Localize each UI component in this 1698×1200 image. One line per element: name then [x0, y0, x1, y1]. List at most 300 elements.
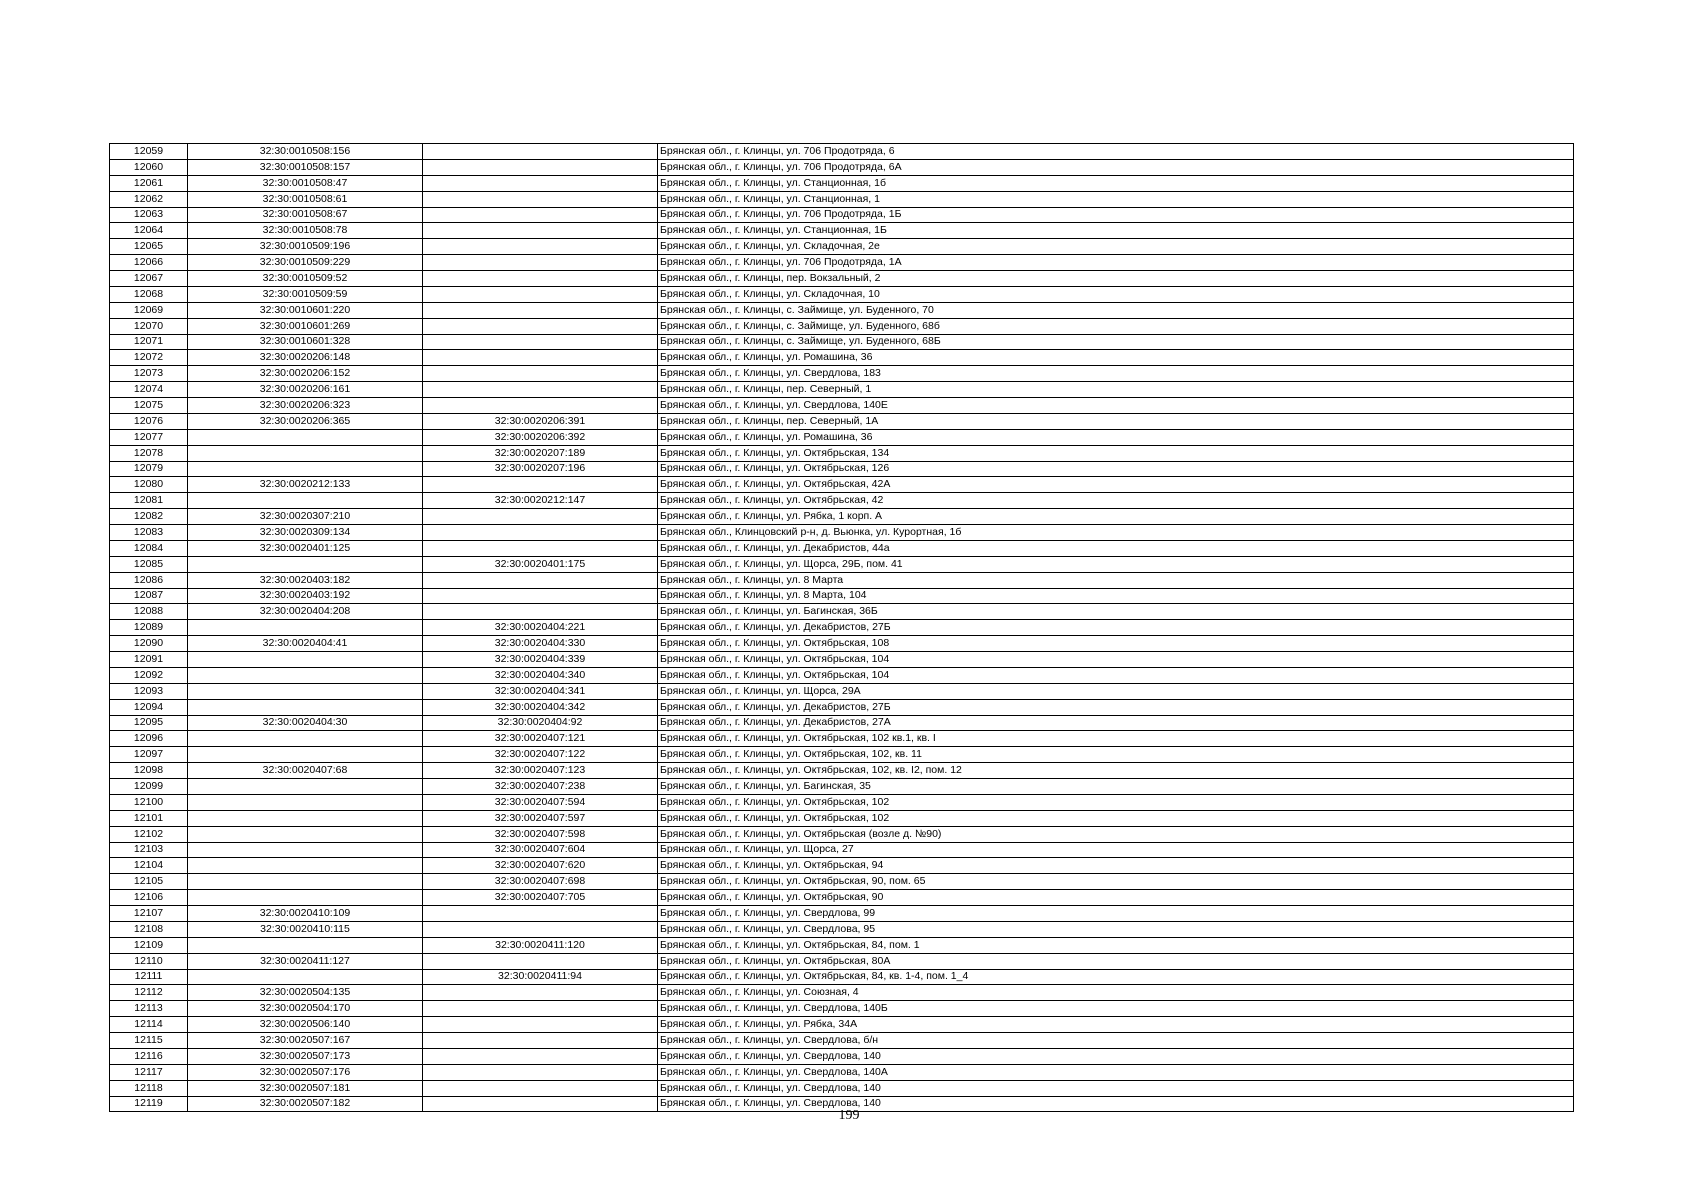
related-cadastral-number-cell: 32:30:0020401:175 — [423, 556, 658, 572]
table-row — [110, 921, 1574, 937]
row-number-cell: 12106 — [110, 890, 188, 906]
table-row — [110, 191, 1574, 207]
row-number-cell: 12114 — [110, 1017, 188, 1033]
cadastral-number-cell — [188, 556, 423, 572]
address-cell: Брянская обл., г. Клинцы, ул. Октябрьская, 108 — [658, 636, 1574, 652]
table-row — [110, 572, 1574, 588]
table-row — [110, 1080, 1574, 1096]
row-number-cell: 12103 — [110, 842, 188, 858]
related-cadastral-number-cell: 32:30:0020404:221 — [423, 620, 658, 636]
cadastral-number-cell: 32:30:0020206:323 — [188, 398, 423, 414]
address-cell: Брянская обл., г. Клинцы, ул. Октябрьская, 80А — [658, 953, 1574, 969]
row-number-cell: 12107 — [110, 906, 188, 922]
address-cell: Брянская обл., г. Клинцы, ул. Складочная, 10 — [658, 286, 1574, 302]
cadastral-number-cell: 32:30:0020507:173 — [188, 1048, 423, 1064]
cadastral-number-cell: 32:30:0010601:328 — [188, 334, 423, 350]
related-cadastral-number-cell: 32:30:0020407:705 — [423, 890, 658, 906]
table-row — [110, 794, 1574, 810]
table-row — [110, 239, 1574, 255]
cadastral-number-cell — [188, 810, 423, 826]
related-cadastral-number-cell — [423, 588, 658, 604]
table-row — [110, 1064, 1574, 1080]
table-row — [110, 906, 1574, 922]
related-cadastral-number-cell — [423, 398, 658, 414]
row-number-cell: 12066 — [110, 255, 188, 271]
related-cadastral-number-cell — [423, 1048, 658, 1064]
cadastral-number-cell: 32:30:0020504:170 — [188, 1001, 423, 1017]
address-cell: Брянская обл., г. Клинцы, ул. Ромашина, 36 — [658, 350, 1574, 366]
cadastral-number-cell — [188, 874, 423, 890]
row-number-cell: 12096 — [110, 731, 188, 747]
address-cell: Брянская обл., г. Клинцы, ул. Свердлова, 99 — [658, 906, 1574, 922]
address-cell: Брянская обл., г. Клинцы, ул. Щорса, 27 — [658, 842, 1574, 858]
table-row — [110, 731, 1574, 747]
table-row — [110, 461, 1574, 477]
related-cadastral-number-cell — [423, 572, 658, 588]
row-number-cell: 12102 — [110, 826, 188, 842]
related-cadastral-number-cell: 32:30:0020207:196 — [423, 461, 658, 477]
table-row — [110, 398, 1574, 414]
row-number-cell: 12082 — [110, 509, 188, 525]
address-cell: Брянская обл., г. Клинцы, с. Займище, ул. Буденного, 70 — [658, 302, 1574, 318]
address-cell: Брянская обл., г. Клинцы, ул. 706 Продотряда, 6А — [658, 159, 1574, 175]
related-cadastral-number-cell — [423, 921, 658, 937]
address-cell: Брянская обл., г. Клинцы, ул. 706 Продотряда, 1А — [658, 255, 1574, 271]
row-number-cell: 12078 — [110, 445, 188, 461]
related-cadastral-number-cell — [423, 255, 658, 271]
address-cell: Брянская обл., г. Клинцы, ул. Рябка, 34А — [658, 1017, 1574, 1033]
related-cadastral-number-cell — [423, 207, 658, 223]
table-row — [110, 763, 1574, 779]
table-row — [110, 429, 1574, 445]
table-row — [110, 953, 1574, 969]
address-cell: Брянская обл., г. Клинцы, ул. Свердлова, 95 — [658, 921, 1574, 937]
row-number-cell: 12062 — [110, 191, 188, 207]
cadastral-number-cell — [188, 937, 423, 953]
related-cadastral-number-cell — [423, 1001, 658, 1017]
address-cell: Брянская обл., г. Клинцы, ул. Октябрьская, 90 — [658, 890, 1574, 906]
cadastral-number-cell — [188, 652, 423, 668]
row-number-cell: 12116 — [110, 1048, 188, 1064]
row-number-cell: 12094 — [110, 699, 188, 715]
table-row — [110, 985, 1574, 1001]
related-cadastral-number-cell — [423, 318, 658, 334]
address-cell: Брянская обл., г. Клинцы, ул. Октябрьская, 84, пом. 1 — [658, 937, 1574, 953]
cadastral-number-cell: 32:30:0010601:220 — [188, 302, 423, 318]
table-row — [110, 842, 1574, 858]
address-cell: Брянская обл., г. Клинцы, ул. Щорса, 29Б, пом. 41 — [658, 556, 1574, 572]
cadastral-number-cell: 32:30:0020206:148 — [188, 350, 423, 366]
row-number-cell: 12072 — [110, 350, 188, 366]
related-cadastral-number-cell: 32:30:0020404:330 — [423, 636, 658, 652]
address-cell: Брянская обл., г. Клинцы, ул. 706 Продотряда, 1Б — [658, 207, 1574, 223]
row-number-cell: 12077 — [110, 429, 188, 445]
related-cadastral-number-cell: 32:30:0020404:339 — [423, 652, 658, 668]
table-row — [110, 810, 1574, 826]
table-row — [110, 318, 1574, 334]
related-cadastral-number-cell — [423, 302, 658, 318]
row-number-cell: 12097 — [110, 747, 188, 763]
address-cell: Брянская обл., г. Клинцы, пер. Северный, 1 — [658, 382, 1574, 398]
cadastral-number-cell: 32:30:0020309:134 — [188, 525, 423, 541]
cadastral-number-cell: 32:30:0010509:196 — [188, 239, 423, 255]
related-cadastral-number-cell: 32:30:0020206:391 — [423, 413, 658, 429]
row-number-cell: 12075 — [110, 398, 188, 414]
cadastral-number-cell — [188, 858, 423, 874]
table-row — [110, 477, 1574, 493]
row-number-cell: 12095 — [110, 715, 188, 731]
row-number-cell: 12090 — [110, 636, 188, 652]
address-cell: Брянская обл., г. Клинцы, ул. Октябрьская, 84, кв. 1-4, пом. 1_4 — [658, 969, 1574, 985]
table-row — [110, 890, 1574, 906]
related-cadastral-number-cell: 32:30:0020407:123 — [423, 763, 658, 779]
table-row — [110, 382, 1574, 398]
related-cadastral-number-cell — [423, 953, 658, 969]
row-number-cell: 12105 — [110, 874, 188, 890]
table-row — [110, 969, 1574, 985]
table-row — [110, 540, 1574, 556]
address-cell: Брянская обл., г. Клинцы, ул. Октябрьская, 102, кв. 11 — [658, 747, 1574, 763]
row-number-cell: 12099 — [110, 779, 188, 795]
row-number-cell: 12063 — [110, 207, 188, 223]
cadastral-number-cell — [188, 747, 423, 763]
cadastral-number-cell — [188, 794, 423, 810]
cadastral-number-cell: 32:30:0020206:365 — [188, 413, 423, 429]
cadastral-number-cell — [188, 683, 423, 699]
cadastral-number-cell: 32:30:0020401:125 — [188, 540, 423, 556]
row-number-cell: 12110 — [110, 953, 188, 969]
related-cadastral-number-cell: 32:30:0020404:341 — [423, 683, 658, 699]
related-cadastral-number-cell: 32:30:0020404:340 — [423, 667, 658, 683]
table-row — [110, 286, 1574, 302]
row-number-cell: 12109 — [110, 937, 188, 953]
cadastral-number-cell: 32:30:0020404:30 — [188, 715, 423, 731]
table-row — [110, 223, 1574, 239]
row-number-cell: 12112 — [110, 985, 188, 1001]
related-cadastral-number-cell — [423, 144, 658, 160]
row-number-cell: 12060 — [110, 159, 188, 175]
cadastral-number-cell — [188, 779, 423, 795]
address-cell: Брянская обл., г. Клинцы, ул. Станционная, 1Б — [658, 223, 1574, 239]
row-number-cell: 12070 — [110, 318, 188, 334]
cadastral-number-cell: 32:30:0020403:192 — [188, 588, 423, 604]
address-cell: Брянская обл., г. Клинцы, с. Займище, ул. Буденного, 68Б — [658, 334, 1574, 350]
cadastral-number-cell: 32:30:0020206:161 — [188, 382, 423, 398]
address-cell: Брянская обл., г. Клинцы, ул. Багинская, 35 — [658, 779, 1574, 795]
address-cell: Брянская обл., г. Клинцы, ул. Станционная, 1 — [658, 191, 1574, 207]
table-row — [110, 159, 1574, 175]
row-number-cell: 12111 — [110, 969, 188, 985]
address-cell: Брянская обл., г. Клинцы, ул. Октябрьская, 102, кв. I2, пом. 12 — [658, 763, 1574, 779]
address-cell: Брянская обл., г. Клинцы, ул. Октябрьская (возле д. №90) — [658, 826, 1574, 842]
table-row — [110, 413, 1574, 429]
related-cadastral-number-cell — [423, 159, 658, 175]
row-number-cell: 12086 — [110, 572, 188, 588]
address-cell: Брянская обл., г. Клинцы, ул. Свердлова, 140Е — [658, 398, 1574, 414]
table-row — [110, 779, 1574, 795]
related-cadastral-number-cell: 32:30:0020404:342 — [423, 699, 658, 715]
table-row — [110, 636, 1574, 652]
related-cadastral-number-cell — [423, 906, 658, 922]
related-cadastral-number-cell — [423, 271, 658, 287]
row-number-cell: 12064 — [110, 223, 188, 239]
address-cell: Брянская обл., г. Клинцы, ул. Декабристов, 44а — [658, 540, 1574, 556]
cadastral-number-cell: 32:30:0020410:115 — [188, 921, 423, 937]
address-cell: Брянская обл., г. Клинцы, ул. Союзная, 4 — [658, 985, 1574, 1001]
related-cadastral-number-cell: 32:30:0020407:598 — [423, 826, 658, 842]
cadastral-number-cell: 32:30:0020506:140 — [188, 1017, 423, 1033]
row-number-cell: 12100 — [110, 794, 188, 810]
address-cell: Брянская обл., г. Клинцы, ул. Свердлова, б/н — [658, 1033, 1574, 1049]
address-cell: Брянская обл., г. Клинцы, пер. Северный, 1А — [658, 413, 1574, 429]
table-row — [110, 1048, 1574, 1064]
address-cell: Брянская обл., г. Клинцы, ул. 8 Марта — [658, 572, 1574, 588]
row-number-cell: 12104 — [110, 858, 188, 874]
address-cell: Брянская обл., г. Клинцы, ул. Декабристов, 27Б — [658, 620, 1574, 636]
row-number-cell: 12087 — [110, 588, 188, 604]
table-row — [110, 588, 1574, 604]
related-cadastral-number-cell — [423, 286, 658, 302]
row-number-cell: 12119 — [110, 1096, 188, 1112]
cadastral-number-cell — [188, 461, 423, 477]
cadastral-number-cell: 32:30:0020212:133 — [188, 477, 423, 493]
cadastral-number-cell — [188, 731, 423, 747]
table-row — [110, 144, 1574, 160]
related-cadastral-number-cell: 32:30:0020206:392 — [423, 429, 658, 445]
related-cadastral-number-cell — [423, 1017, 658, 1033]
address-cell: Брянская обл., г. Клинцы, ул. Октябрьская, 102 — [658, 810, 1574, 826]
related-cadastral-number-cell: 32:30:0020407:122 — [423, 747, 658, 763]
cadastral-number-cell: 32:30:0010508:47 — [188, 175, 423, 191]
related-cadastral-number-cell: 32:30:0020407:594 — [423, 794, 658, 810]
row-number-cell: 12101 — [110, 810, 188, 826]
address-cell: Брянская обл., г. Клинцы, ул. Декабристов, 27Б — [658, 699, 1574, 715]
cadastral-number-cell: 32:30:0020404:208 — [188, 604, 423, 620]
row-number-cell: 12108 — [110, 921, 188, 937]
cadastral-number-cell — [188, 890, 423, 906]
row-number-cell: 12068 — [110, 286, 188, 302]
row-number-cell: 12091 — [110, 652, 188, 668]
row-number-cell: 12067 — [110, 271, 188, 287]
address-cell: Брянская обл., г. Клинцы, ул. Складочная, 2е — [658, 239, 1574, 255]
cadastral-number-cell: 32:30:0020403:182 — [188, 572, 423, 588]
related-cadastral-number-cell — [423, 477, 658, 493]
row-number-cell: 12059 — [110, 144, 188, 160]
cadastral-number-cell — [188, 969, 423, 985]
related-cadastral-number-cell: 32:30:0020407:121 — [423, 731, 658, 747]
table-row — [110, 683, 1574, 699]
row-number-cell: 12085 — [110, 556, 188, 572]
cadastral-number-cell — [188, 667, 423, 683]
table-row — [110, 556, 1574, 572]
address-cell: Брянская обл., г. Клинцы, с. Займище, ул. Буденного, 68б — [658, 318, 1574, 334]
address-cell: Брянская обл., г. Клинцы, ул. Щорса, 29А — [658, 683, 1574, 699]
row-number-cell: 12117 — [110, 1064, 188, 1080]
related-cadastral-number-cell: 32:30:0020207:189 — [423, 445, 658, 461]
cadastral-number-cell — [188, 429, 423, 445]
address-cell: Брянская обл., г. Клинцы, пер. Вокзальный, 2 — [658, 271, 1574, 287]
related-cadastral-number-cell — [423, 1064, 658, 1080]
table-row — [110, 350, 1574, 366]
address-cell: Брянская обл., г. Клинцы, ул. 8 Марта, 104 — [658, 588, 1574, 604]
related-cadastral-number-cell: 32:30:0020212:147 — [423, 493, 658, 509]
related-cadastral-number-cell — [423, 540, 658, 556]
address-cell: Брянская обл., г. Клинцы, ул. Октябрьская, 102 — [658, 794, 1574, 810]
address-cell: Брянская обл., г. Клинцы, ул. Октябрьская, 94 — [658, 858, 1574, 874]
address-cell: Брянская обл., г. Клинцы, ул. Свердлова, 140 — [658, 1048, 1574, 1064]
table-row — [110, 175, 1574, 191]
registry-table — [109, 143, 1574, 1112]
table-row — [110, 747, 1574, 763]
table-row — [110, 525, 1574, 541]
table-row — [110, 1033, 1574, 1049]
row-number-cell: 12080 — [110, 477, 188, 493]
cadastral-number-cell: 32:30:0010508:61 — [188, 191, 423, 207]
address-cell: Брянская обл., г. Клинцы, ул. Свердлова, 140 — [658, 1096, 1574, 1112]
related-cadastral-number-cell: 32:30:0020411:94 — [423, 969, 658, 985]
cadastral-number-cell: 32:30:0020507:176 — [188, 1064, 423, 1080]
cadastral-number-cell — [188, 826, 423, 842]
related-cadastral-number-cell — [423, 1033, 658, 1049]
address-cell: Брянская обл., г. Клинцы, ул. Декабристов, 27А — [658, 715, 1574, 731]
table-row — [110, 652, 1574, 668]
cadastral-number-cell: 32:30:0010509:229 — [188, 255, 423, 271]
registry-table-body — [110, 144, 1574, 1112]
address-cell: Брянская обл., г. Клинцы, ул. 706 Продотряда, 6 — [658, 144, 1574, 160]
cadastral-number-cell — [188, 493, 423, 509]
cadastral-number-cell: 32:30:0020206:152 — [188, 366, 423, 382]
table-row — [110, 826, 1574, 842]
table-row — [110, 271, 1574, 287]
related-cadastral-number-cell — [423, 191, 658, 207]
row-number-cell: 12098 — [110, 763, 188, 779]
address-cell: Брянская обл., г. Клинцы, ул. Октябрьская, 134 — [658, 445, 1574, 461]
related-cadastral-number-cell — [423, 239, 658, 255]
cadastral-number-cell — [188, 699, 423, 715]
cadastral-number-cell — [188, 842, 423, 858]
table-row — [110, 620, 1574, 636]
row-number-cell: 12093 — [110, 683, 188, 699]
related-cadastral-number-cell — [423, 175, 658, 191]
cadastral-number-cell: 32:30:0010508:67 — [188, 207, 423, 223]
related-cadastral-number-cell — [423, 985, 658, 1001]
table-row — [110, 858, 1574, 874]
address-cell: Брянская обл., г. Клинцы, ул. Октябрьская, 126 — [658, 461, 1574, 477]
row-number-cell: 12088 — [110, 604, 188, 620]
row-number-cell: 12079 — [110, 461, 188, 477]
row-number-cell: 12084 — [110, 540, 188, 556]
row-number-cell: 12083 — [110, 525, 188, 541]
related-cadastral-number-cell: 32:30:0020411:120 — [423, 937, 658, 953]
cadastral-number-cell: 32:30:0010509:59 — [188, 286, 423, 302]
related-cadastral-number-cell — [423, 509, 658, 525]
cadastral-number-cell: 32:30:0020407:68 — [188, 763, 423, 779]
cadastral-number-cell: 32:30:0020504:135 — [188, 985, 423, 1001]
cadastral-number-cell: 32:30:0010508:157 — [188, 159, 423, 175]
table-row — [110, 874, 1574, 890]
table-row — [110, 334, 1574, 350]
address-cell: Брянская обл., г. Клинцы, ул. Рябка, 1 корп. А — [658, 509, 1574, 525]
table-row — [110, 604, 1574, 620]
related-cadastral-number-cell: 32:30:0020407:238 — [423, 779, 658, 795]
address-cell: Брянская обл., г. Клинцы, ул. Ромашина, 36 — [658, 429, 1574, 445]
cadastral-number-cell: 32:30:0010601:269 — [188, 318, 423, 334]
row-number-cell: 12071 — [110, 334, 188, 350]
address-cell: Брянская обл., г. Клинцы, ул. Октябрьская, 104 — [658, 667, 1574, 683]
page-number: 199 — [838, 1108, 860, 1123]
table-row — [110, 493, 1574, 509]
table-row — [110, 255, 1574, 271]
row-number-cell: 12115 — [110, 1033, 188, 1049]
address-cell: Брянская обл., г. Клинцы, ул. Октябрьская, 42А — [658, 477, 1574, 493]
cadastral-number-cell — [188, 620, 423, 636]
row-number-cell: 12074 — [110, 382, 188, 398]
table-row — [110, 667, 1574, 683]
row-number-cell: 12065 — [110, 239, 188, 255]
related-cadastral-number-cell: 32:30:0020407:597 — [423, 810, 658, 826]
table-row — [110, 1017, 1574, 1033]
row-number-cell: 12076 — [110, 413, 188, 429]
row-number-cell: 12069 — [110, 302, 188, 318]
row-number-cell: 12118 — [110, 1080, 188, 1096]
cadastral-number-cell: 32:30:0020507:167 — [188, 1033, 423, 1049]
related-cadastral-number-cell — [423, 604, 658, 620]
table-row — [110, 1001, 1574, 1017]
related-cadastral-number-cell — [423, 382, 658, 398]
related-cadastral-number-cell — [423, 1080, 658, 1096]
cadastral-number-cell: 32:30:0020507:181 — [188, 1080, 423, 1096]
table-row — [110, 366, 1574, 382]
cadastral-number-cell: 32:30:0020307:210 — [188, 509, 423, 525]
cadastral-number-cell — [188, 445, 423, 461]
related-cadastral-number-cell — [423, 334, 658, 350]
table-row — [110, 715, 1574, 731]
cadastral-number-cell: 32:30:0020411:127 — [188, 953, 423, 969]
cadastral-number-cell: 32:30:0010508:78 — [188, 223, 423, 239]
row-number-cell: 12081 — [110, 493, 188, 509]
cadastral-number-cell: 32:30:0010509:52 — [188, 271, 423, 287]
table-row — [110, 207, 1574, 223]
address-cell: Брянская обл., г. Клинцы, ул. Станционная, 1б — [658, 175, 1574, 191]
related-cadastral-number-cell — [423, 525, 658, 541]
address-cell: Брянская обл., г. Клинцы, ул. Свердлова, 140Б — [658, 1001, 1574, 1017]
address-cell: Брянская обл., г. Клинцы, ул. Октябрьская, 104 — [658, 652, 1574, 668]
address-cell: Брянская обл., Клинцовский р-н, д. Вьюнка, ул. Курортная, 1б — [658, 525, 1574, 541]
related-cadastral-number-cell: 32:30:0020407:698 — [423, 874, 658, 890]
table-row — [110, 937, 1574, 953]
row-number-cell: 12089 — [110, 620, 188, 636]
cadastral-number-cell: 32:30:0020404:41 — [188, 636, 423, 652]
row-number-cell: 12073 — [110, 366, 188, 382]
address-cell: Брянская обл., г. Клинцы, ул. Свердлова, 183 — [658, 366, 1574, 382]
address-cell: Брянская обл., г. Клинцы, ул. Октябрьская, 102 кв.1, кв. I — [658, 731, 1574, 747]
related-cadastral-number-cell: 32:30:0020407:620 — [423, 858, 658, 874]
related-cadastral-number-cell: 32:30:0020404:92 — [423, 715, 658, 731]
row-number-cell: 12092 — [110, 667, 188, 683]
cadastral-number-cell: 32:30:0010508:156 — [188, 144, 423, 160]
cadastral-number-cell: 32:30:0020507:182 — [188, 1096, 423, 1112]
address-cell: Брянская обл., г. Клинцы, ул. Свердлова, 140 — [658, 1080, 1574, 1096]
row-number-cell: 12061 — [110, 175, 188, 191]
address-cell: Брянская обл., г. Клинцы, ул. Свердлова, 140А — [658, 1064, 1574, 1080]
cadastral-number-cell: 32:30:0020410:109 — [188, 906, 423, 922]
address-cell: Брянская обл., г. Клинцы, ул. Багинская, 36Б — [658, 604, 1574, 620]
table-row — [110, 445, 1574, 461]
related-cadastral-number-cell — [423, 350, 658, 366]
row-number-cell: 12113 — [110, 1001, 188, 1017]
table-row — [110, 302, 1574, 318]
address-cell: Брянская обл., г. Клинцы, ул. Октябрьская, 42 — [658, 493, 1574, 509]
